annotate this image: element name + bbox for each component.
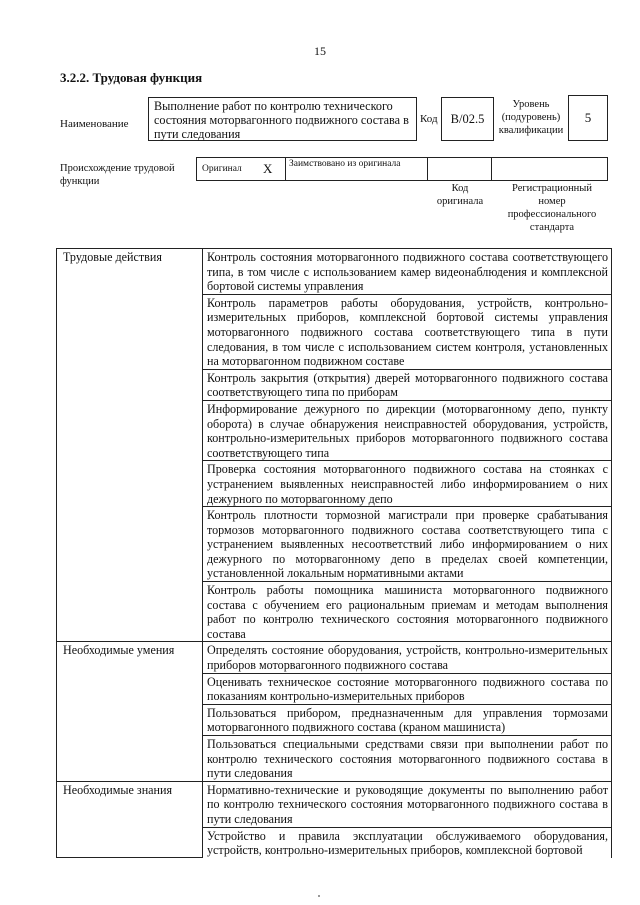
category-cell: Трудовые действия	[57, 249, 203, 642]
category-cell: Необходимые умения	[57, 642, 203, 781]
table-cell: Пользоваться специальными средствами связи при выполнении работ по контролю технического состояния моторвагонного подвижного состава в пути следования	[203, 736, 612, 782]
table-cell: Контроль состояния моторвагонного подвижного состава соответствующего типа, в том числе с использованием камер видеонаблюдения и комплексной бортовой системы управления	[203, 249, 612, 295]
code-original-label: Код оригинала	[436, 183, 484, 207]
table-cell: Контроль плотности тормозной магистрали при проверке срабатывания тормозов моторвагонного подвижного состава соответствующего типа с устранением выявленных несоответствий либо информированием о них дежурного по моторвагонному депо в пределах своей компетенции, установленной локальным нормативными актами	[203, 507, 612, 582]
table-cell: Контроль параметров работы оборудования, устройств, контрольно-измерительных приборов, комплексной бортовой системы управления моторвагонного подвижного состава соответствующего типа в пути следования, в том числе с использованием систем контроля, установленных на моторвагонном подвижном составе	[203, 294, 612, 369]
table-row	[57, 249, 612, 295]
function-code-box: В/02.5	[441, 97, 494, 141]
section-title: 3.2.2. Трудовая функция	[60, 70, 203, 85]
name-label: Наименование	[60, 118, 129, 130]
table-cell: Оценивать техническое состояние моторвагонного подвижного состава по показаниям контрольно-измерительных приборов	[203, 673, 612, 704]
original-mark: X	[263, 161, 273, 176]
table-cell: Контроль закрытия (открытия) дверей моторвагонного подвижного состава соответствующего типа по приборам	[203, 369, 612, 400]
scan-speck	[318, 895, 320, 897]
level-label: Уровень (подуровень) квалификации	[498, 99, 564, 136]
table-cell: Нормативно-технические и руководящие документы по выполнению работ по контролю технического состояния моторвагонного подвижного состава в пути следования	[203, 781, 612, 827]
table-cell: Пользоваться прибором, предназначенным для управления тормозами моторвагонного подвижного состава (краном машиниста)	[203, 704, 612, 735]
table-cell: Устройство и правила эксплуатации обслуживаемого оборудования, устройств, контрольно-измерительных приборов, комплексной бортовой	[203, 827, 612, 858]
original-label: Оригинал	[202, 164, 242, 174]
table-cell: Определять состояние оборудования, устройств, контрольно-измерительных приборов моторвагонного подвижного состава	[203, 642, 612, 673]
origin-table	[196, 157, 608, 181]
origin-label: Происхождение трудовой функции	[60, 163, 175, 187]
borrowed-cell: Заимствовано из оригинала	[286, 158, 428, 180]
table-cell: Информирование дежурного по дирекции (моторвагонному депо, пункту оборота) в случае обнаружения неисправностей оборудования, устройств, контрольно-измерительных приборов моторвагонного подвижного состава соответствующего типа	[203, 400, 612, 460]
function-details-table	[56, 248, 612, 858]
code-label: Код	[420, 113, 438, 125]
function-name-box: Выполнение работ по контролю технического состояния моторвагонного подвижного состава в пути следования	[148, 97, 417, 141]
page-number: 15	[314, 44, 326, 58]
table-row	[57, 642, 612, 673]
table-row	[57, 781, 612, 827]
level-box: 5	[568, 95, 608, 141]
table-cell: Проверка состояния моторвагонного подвижного состава на стоянках с устранением выявленных неисправностей либо информированием о них дежурного по моторвагонному депо	[203, 461, 612, 507]
reg-number-cell	[492, 158, 607, 180]
original-cell	[197, 158, 286, 180]
table-cell: Контроль работы помощника машиниста моторвагонного подвижного состава с обучением его рациональным приемам и методам выполнения работ по контролю технического состояния моторвагонного подвижного состава	[203, 582, 612, 642]
category-cell: Необходимые знания	[57, 781, 203, 857]
code-original-cell	[428, 158, 492, 180]
reg-number-label: Регистрационный номер профессионального стандарта	[507, 183, 597, 233]
